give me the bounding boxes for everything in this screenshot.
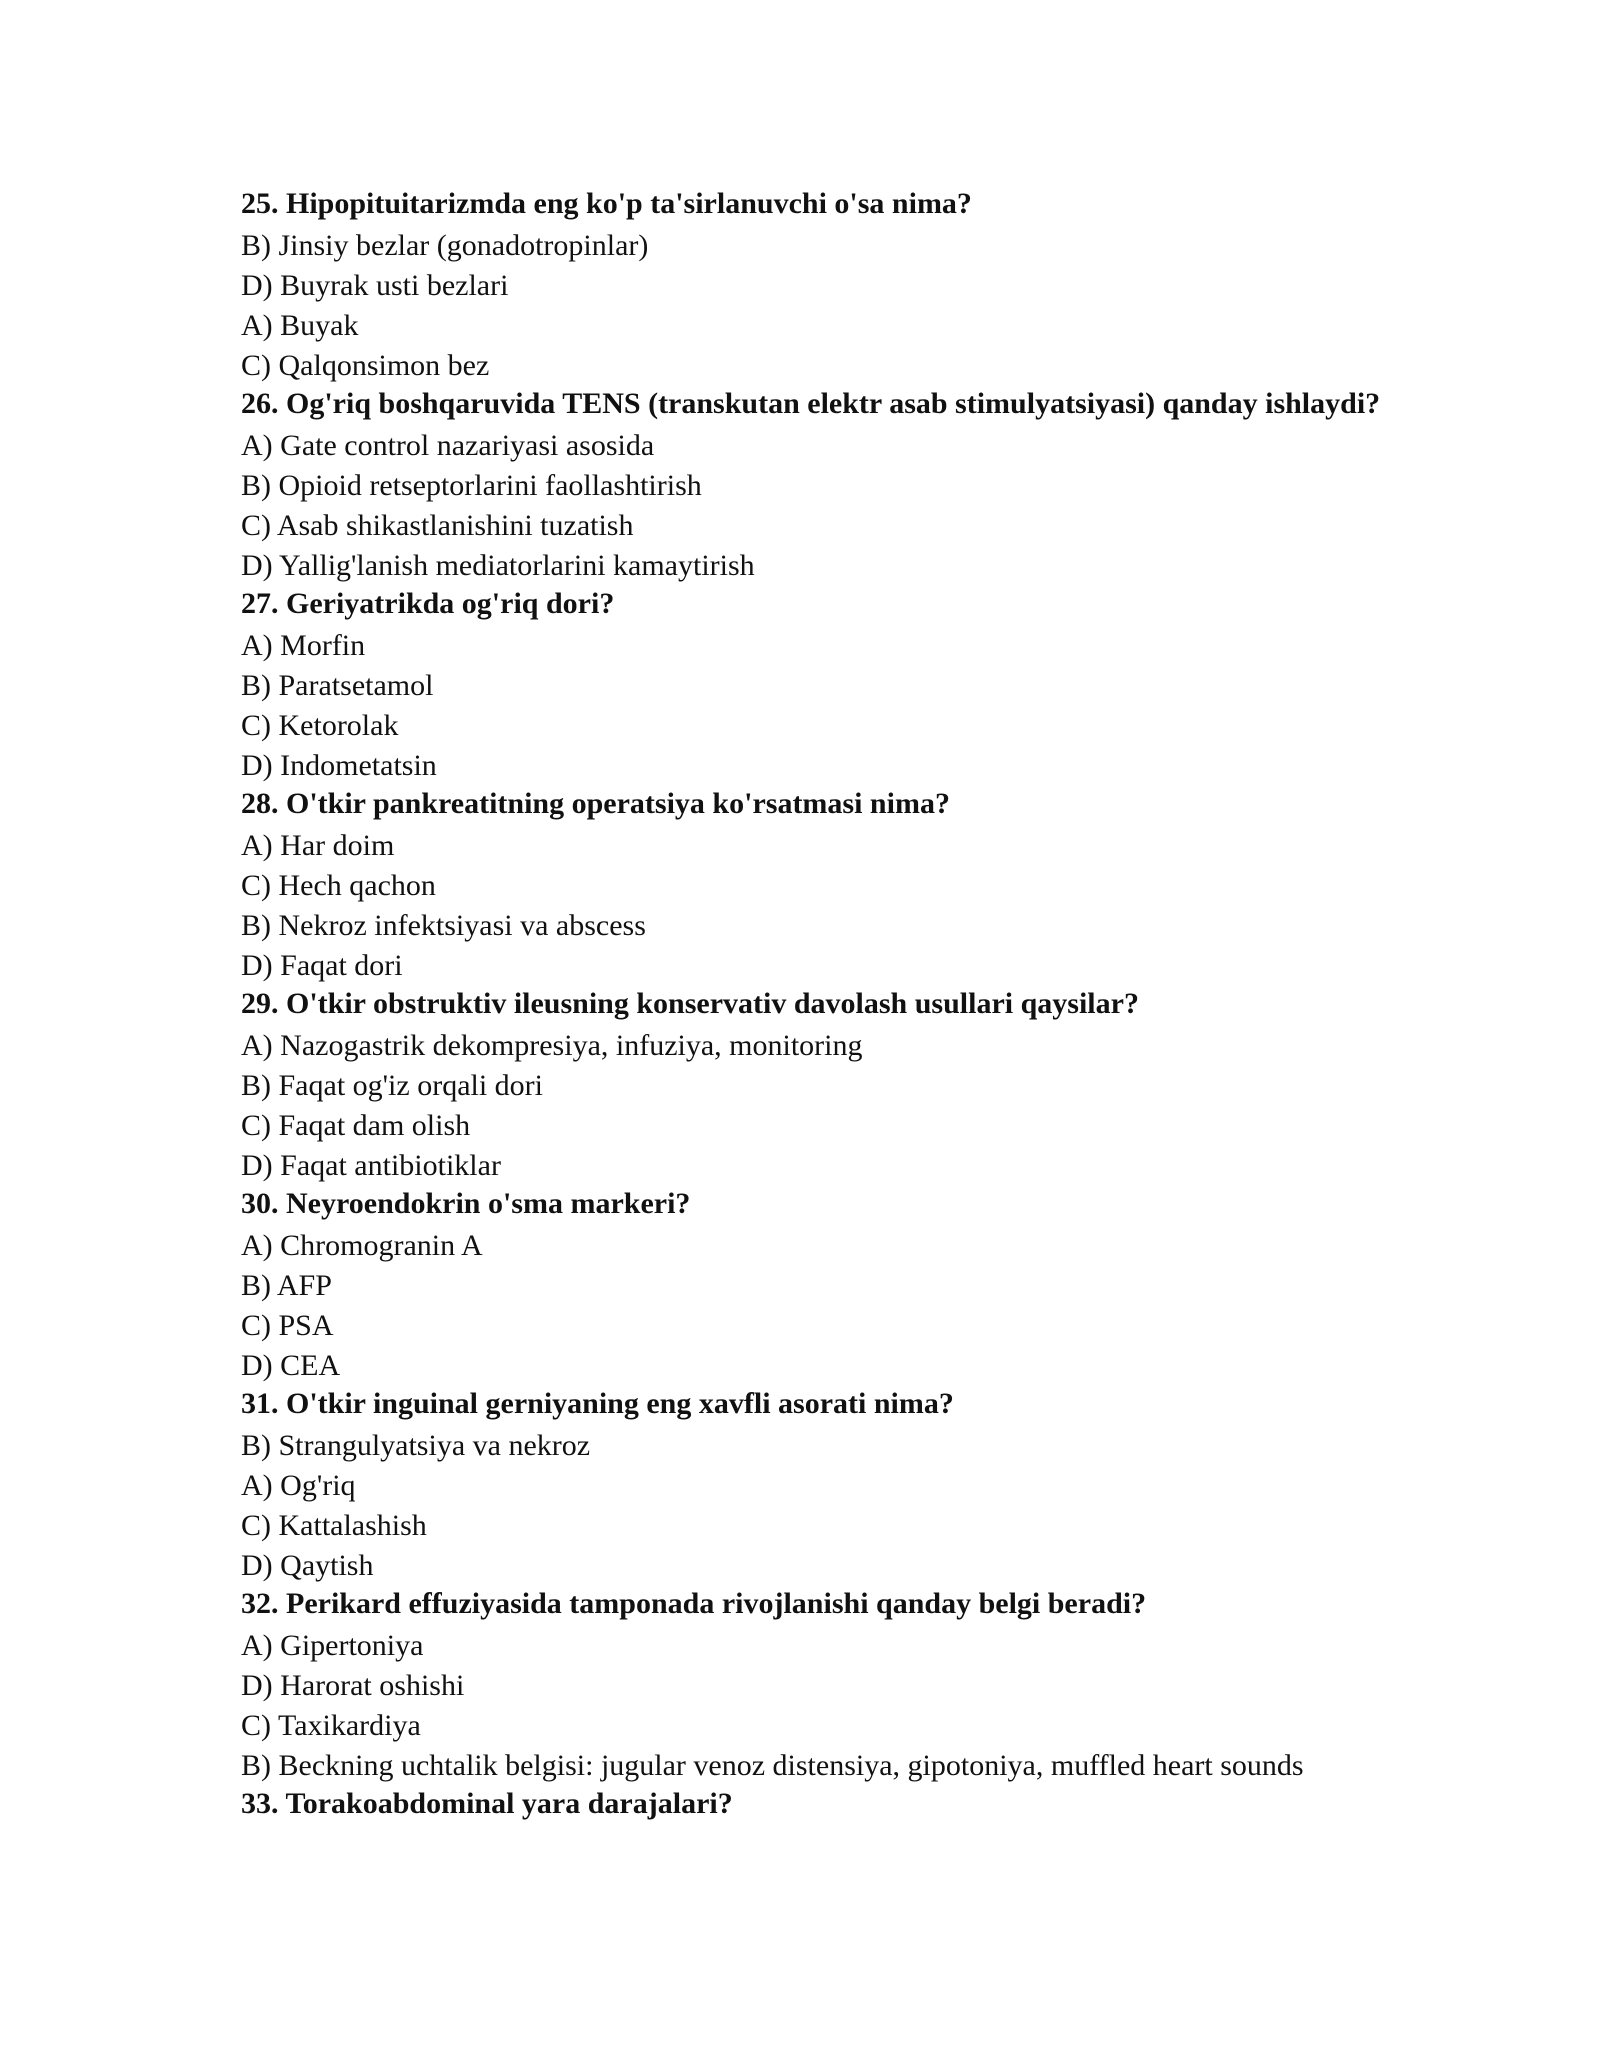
answer-option: C) PSA [241, 1309, 334, 1342]
question-text: 28. O'tkir pankreatitning operatsiya ko'rsatmasi nima? [241, 787, 950, 820]
answer-option: D) Faqat dori [241, 949, 403, 982]
question-text: 29. O'tkir obstruktiv ileusning konservativ davolash usullari qaysilar? [241, 987, 1139, 1020]
question-text: 30. Neyroendokrin o'sma markeri? [241, 1187, 691, 1220]
question-text: 33. Torakoabdominal yara darajalari? [241, 1787, 733, 1820]
question-block [241, 1786, 1391, 1826]
question-block [241, 186, 1391, 386]
answer-option: A) Buyak [241, 309, 359, 342]
answer-option: B) Nekroz infektsiyasi va abscess [241, 909, 646, 942]
answer-option: B) Opioid retseptorlarini faollashtirish [241, 469, 702, 502]
answer-option: C) Qalqonsimon bez [241, 349, 490, 382]
question-block [241, 1386, 1391, 1586]
question-text: 25. Hipopituitarizmda eng ko'p ta'sirlanuvchi o'sa nima? [241, 187, 972, 220]
question-block [241, 786, 1391, 986]
question-block [241, 586, 1391, 786]
answer-option: A) Morfin [241, 629, 366, 662]
answer-option: D) Buyrak usti bezlari [241, 269, 509, 302]
answer-option: A) Og'riq [241, 1469, 356, 1502]
question-list [241, 186, 1391, 1826]
answer-option: D) Yallig'lanish mediatorlarini kamaytirish [241, 549, 755, 582]
question-text: 27. Geriyatrikda og'riq dori? [241, 587, 615, 620]
answer-option: B) Paratsetamol [241, 669, 434, 702]
answer-option: D) Faqat antibiotiklar [241, 1149, 501, 1182]
answer-option: C) Hech qachon [241, 869, 436, 902]
answer-option: C) Asab shikastlanishini tuzatish [241, 509, 634, 542]
answer-option: B) Faqat og'iz orqali dori [241, 1069, 544, 1102]
answer-option: D) Harorat oshishi [241, 1669, 465, 1702]
answer-option: A) Chromogranin A [241, 1229, 483, 1262]
question-text: 26. Og'riq boshqaruvida TENS (transkutan elektr asab stimulyatsiyasi) qanday ishlaydi? [241, 387, 1381, 420]
answer-option: B) Strangulyatsiya va nekroz [241, 1429, 591, 1462]
answer-option: A) Gipertoniya [241, 1629, 424, 1662]
question-block [241, 386, 1391, 586]
answer-option: D) CEA [241, 1349, 341, 1382]
answer-option: C) Kattalashish [241, 1509, 427, 1542]
answer-option: D) Indometatsin [241, 749, 437, 782]
answer-option: C) Faqat dam olish [241, 1109, 471, 1142]
answer-option: A) Gate control nazariyasi asosida [241, 429, 655, 462]
question-block [241, 986, 1391, 1186]
question-block [241, 1586, 1391, 1786]
answer-option: B) Beckning uchtalik belgisi: jugular venoz distensiya, gipotoniya, muffled heart sounds [241, 1749, 1304, 1782]
question-text: 32. Perikard effuziyasida tamponada rivojlanishi qanday belgi beradi? [241, 1587, 1147, 1620]
answer-option: C) Taxikardiya [241, 1709, 421, 1742]
answer-option: A) Nazogastrik dekompresiya, infuziya, monitoring [241, 1029, 863, 1062]
answer-option: A) Har doim [241, 829, 395, 862]
question-block [241, 1186, 1391, 1386]
answer-option: B) Jinsiy bezlar (gonadotropinlar) [241, 229, 649, 262]
answer-option: D) Qaytish [241, 1549, 374, 1582]
answer-option: B) AFP [241, 1269, 332, 1302]
answer-option: C) Ketorolak [241, 709, 399, 742]
question-text: 31. O'tkir inguinal gerniyaning eng xavfli asorati nima? [241, 1387, 954, 1420]
